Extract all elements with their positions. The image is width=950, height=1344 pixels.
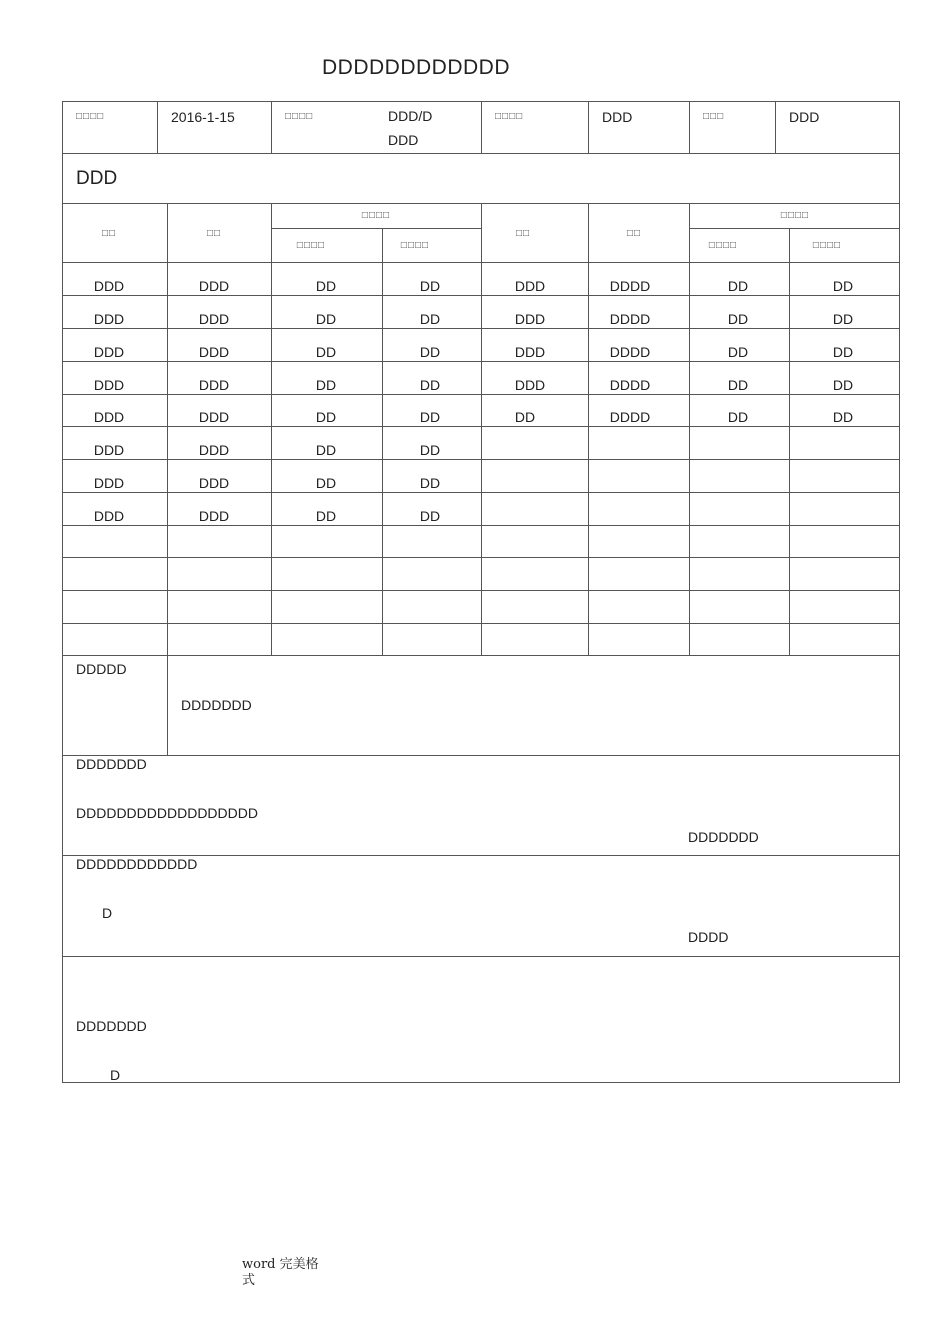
table-cell: DDD xyxy=(514,311,546,327)
summary-value: DDDDDDD xyxy=(181,697,252,713)
table-cell: DDD xyxy=(198,278,230,294)
column-subheader-3: □□□□ xyxy=(708,240,738,251)
table-cell: DDDD xyxy=(609,278,651,294)
table-cell: DDD xyxy=(198,442,230,458)
divider xyxy=(271,228,481,229)
section-4-text: D xyxy=(110,1067,121,1083)
column-header-1: □□ xyxy=(101,228,117,239)
divider xyxy=(62,153,900,154)
table-cell: DD xyxy=(315,377,337,393)
table-cell: DD xyxy=(419,508,441,524)
header-date: 2016-1-15 xyxy=(171,109,235,125)
header-value-3: DDD xyxy=(602,109,633,125)
footer-line-2: 式 xyxy=(242,1273,256,1288)
section-3-heading: DDDDDDDDDDDD xyxy=(76,856,198,872)
footer-line-1: word 完美格 xyxy=(242,1257,319,1272)
table-cell: DD xyxy=(727,344,749,360)
table-cell: DDDD xyxy=(609,311,651,327)
table-cell: DD xyxy=(419,442,441,458)
table-cell: DDD xyxy=(93,475,125,491)
table-cell: DD xyxy=(315,409,337,425)
table-cell: DD xyxy=(832,311,854,327)
column-subheader-2: □□□□ xyxy=(400,240,430,251)
header-value-4: DDD xyxy=(789,109,820,125)
section-3-signature: DDDD xyxy=(688,929,729,945)
table-cell: DD xyxy=(419,311,441,327)
table-cell: DD xyxy=(315,344,337,360)
table-cell: DD xyxy=(419,475,441,491)
table-cell: DDD xyxy=(514,377,546,393)
table-cell: DDDD xyxy=(609,344,651,360)
column-group-header-1: □□□□ xyxy=(361,210,391,221)
divider xyxy=(689,228,900,229)
table-cell: DDDD xyxy=(609,377,651,393)
table-cell: DD xyxy=(419,278,441,294)
table-cell: DDD xyxy=(514,344,546,360)
table-cell: DDD xyxy=(198,311,230,327)
column-header-6: □□ xyxy=(626,228,642,239)
column-header-5: □□ xyxy=(515,228,531,239)
table-cell: DDD xyxy=(93,278,125,294)
table-cell: DD xyxy=(727,278,749,294)
table-cell: DD xyxy=(832,409,854,425)
table-cell: DD xyxy=(315,475,337,491)
table-cell: DDDD xyxy=(609,409,651,425)
table-cell: DD xyxy=(315,311,337,327)
table-cell: DDD xyxy=(93,344,125,360)
table-cell: DDD xyxy=(198,344,230,360)
header-value-2-line-2: DDD xyxy=(388,132,419,148)
table-cell: DDD xyxy=(198,377,230,393)
table-cell: DDD xyxy=(93,409,125,425)
table-cell: DD xyxy=(419,409,441,425)
form-table xyxy=(62,101,900,1083)
header-label-1: □□□□ xyxy=(76,111,105,122)
table-cell: DD xyxy=(727,311,749,327)
table-cell: DD xyxy=(832,278,854,294)
table-cell: DD xyxy=(727,377,749,393)
section-2-text: DDDDDDDDDDDDDDDDDD xyxy=(76,805,258,821)
section-3-text: D xyxy=(102,905,113,921)
header-label-2: □□□□ xyxy=(285,111,314,122)
table-border-left xyxy=(62,101,63,1083)
table-cell: DDD xyxy=(93,311,125,327)
table-cell: DD xyxy=(315,442,337,458)
section-4-heading: DDDDDDD xyxy=(76,1018,147,1034)
table-cell: DDD xyxy=(514,278,546,294)
column-header-2: □□ xyxy=(206,228,222,239)
table-cell: DDD xyxy=(93,508,125,524)
table-cell: DDD xyxy=(198,475,230,491)
section-2-signature: DDDDDDD xyxy=(688,829,759,845)
table-cell: DDD xyxy=(198,409,230,425)
header-label-3: □□□□ xyxy=(495,111,524,122)
section-title: DDD xyxy=(76,168,118,189)
column-subheader-1: □□□□ xyxy=(296,240,326,251)
header-value-2-line-1: DDD/D xyxy=(388,108,433,124)
footer xyxy=(242,1257,322,1289)
table-cell: DD xyxy=(514,409,536,425)
table-cell: DD xyxy=(315,508,337,524)
table-cell: DD xyxy=(832,344,854,360)
table-cell: DDD xyxy=(198,508,230,524)
column-subheader-4: □□□□ xyxy=(812,240,842,251)
section-2-heading: DDDDDDD xyxy=(76,756,147,772)
table-cell: DD xyxy=(315,278,337,294)
table-cell: DDD xyxy=(93,377,125,393)
table-cell: DD xyxy=(419,377,441,393)
table-border-bottom xyxy=(62,1082,900,1083)
table-cell: DD xyxy=(727,409,749,425)
document-title: DDDDDDDDDDDD xyxy=(322,56,510,79)
summary-label: DDDDD xyxy=(76,661,127,677)
table-border-right xyxy=(899,101,900,1083)
column-group-header-2: □□□□ xyxy=(780,210,810,221)
header-label-4: □□□ xyxy=(703,111,725,122)
table-cell: DDD xyxy=(93,442,125,458)
table-cell: DD xyxy=(419,344,441,360)
table-cell: DD xyxy=(832,377,854,393)
